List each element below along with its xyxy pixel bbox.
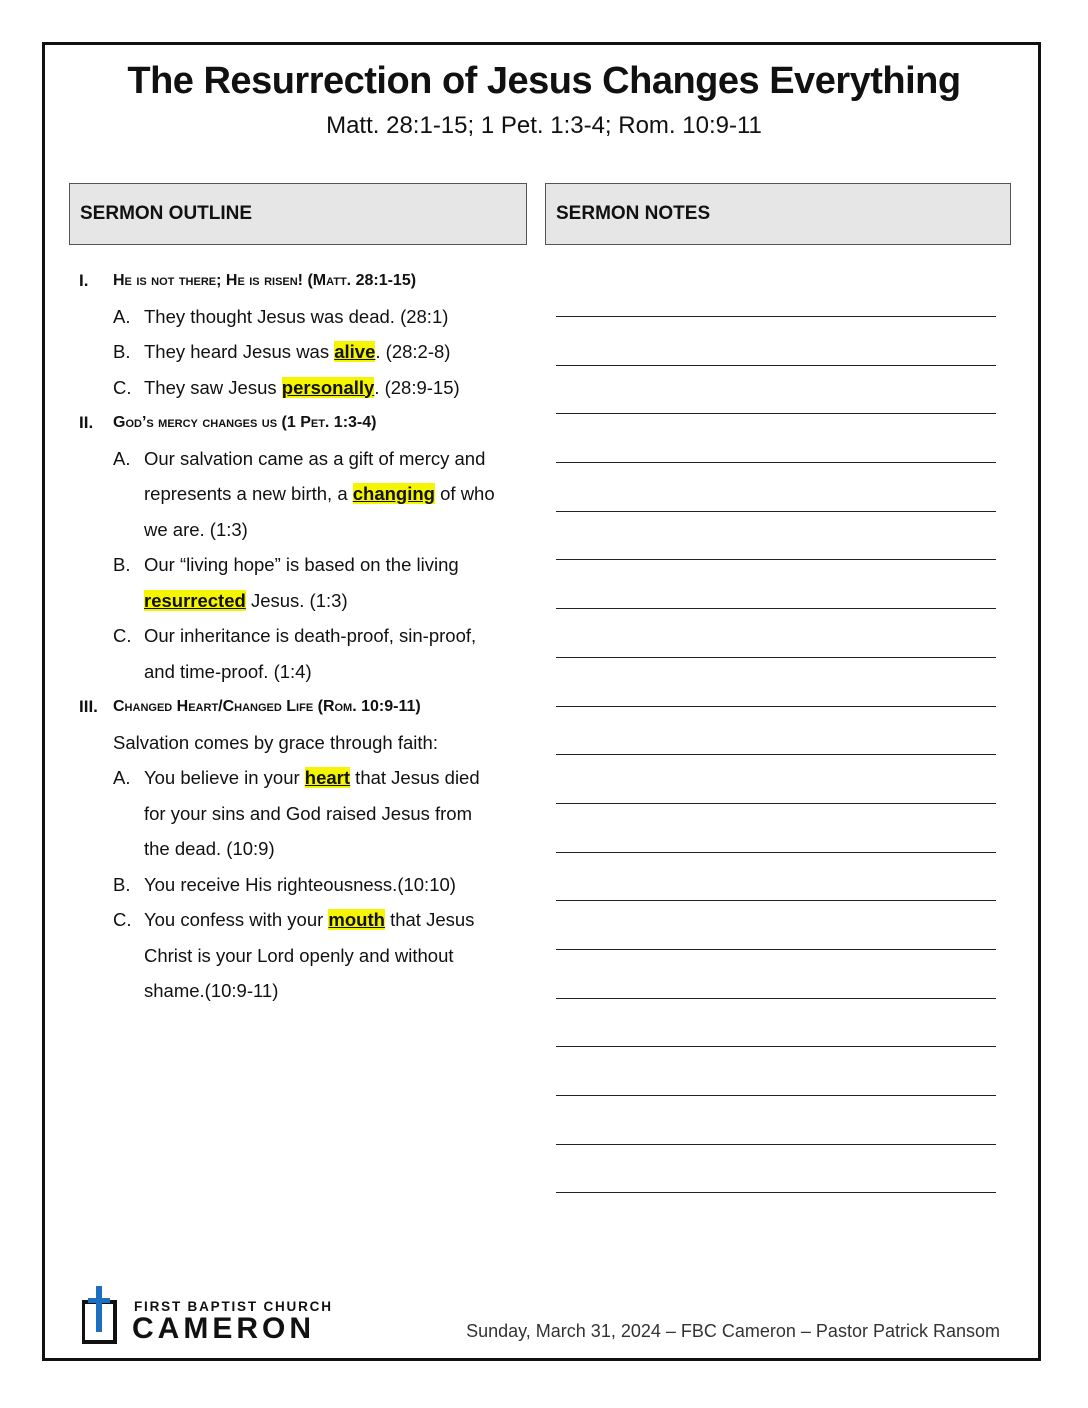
note-writing-line	[556, 559, 996, 608]
note-writing-line	[556, 608, 996, 657]
section-number: III.	[79, 697, 98, 716]
notes-lines-area	[556, 316, 996, 1241]
point-letter: C.	[113, 625, 132, 646]
fill-in-answer: personally	[281, 376, 375, 398]
sermon-outline	[79, 263, 529, 1009]
section-intro: Salvation comes by grace through faith:	[113, 731, 438, 753]
church-name-line2: CAMERON	[132, 1312, 315, 1345]
note-writing-line	[556, 365, 996, 414]
point-text: They thought Jesus was dead. (28:1)	[144, 305, 449, 327]
church-name-line1: FIRST BAPTIST CHURCH	[134, 1299, 333, 1314]
point-text: that Jesus died	[350, 767, 480, 788]
point-letter: A.	[113, 767, 131, 788]
point-text: Christ is your Lord openly and without	[144, 944, 454, 966]
point-text: that Jesus	[384, 909, 475, 930]
cross-icon	[82, 1286, 122, 1344]
fill-in-answer: heart	[304, 767, 351, 788]
point-text: . (28:9-15)	[374, 376, 460, 398]
section-number: II.	[79, 413, 94, 432]
section-heading: God’s mercy changes us (1 Pet. 1:3-4)	[113, 414, 377, 431]
point-letter: C.	[113, 909, 132, 930]
point-text: They heard Jesus was	[144, 341, 335, 362]
church-logo	[82, 1286, 362, 1346]
point-text: Our “living hope” is based on the living	[144, 554, 459, 575]
section-number: I.	[79, 271, 89, 290]
page-title: The Resurrection of Jesus Changes Everything	[127, 60, 961, 102]
point-letter: B.	[113, 341, 131, 362]
point-letter: B.	[113, 554, 131, 575]
note-writing-line	[556, 657, 996, 706]
point-text: You receive His righteousness.(10:10)	[144, 873, 456, 895]
point-text: They saw Jesus	[144, 376, 282, 398]
note-writing-line	[556, 852, 996, 901]
outline-point	[113, 902, 529, 1009]
point-text: and time-proof. (1:4)	[144, 660, 312, 682]
point-text: shame.(10:9-11)	[144, 980, 279, 1001]
point-text: Our salvation came as a gift of mercy and	[144, 447, 486, 469]
fill-in-answer: alive	[334, 341, 376, 362]
outline-point	[113, 760, 529, 867]
point-letter: C.	[113, 376, 132, 398]
fill-in-answer: resurrected	[144, 589, 246, 611]
note-writing-line	[556, 949, 996, 998]
point-text: You confess with your	[144, 909, 329, 930]
point-text: we are. (1:3)	[144, 518, 248, 540]
outline-point	[113, 370, 529, 406]
outline-point	[113, 618, 529, 689]
outline-point	[113, 867, 529, 903]
note-writing-line	[556, 462, 996, 511]
point-letter: A.	[113, 447, 131, 469]
point-text: for your sins and God raised Jesus from	[144, 802, 473, 824]
outline-section-2	[79, 405, 529, 441]
fill-in-answer: changing	[352, 483, 435, 504]
section-heading: Changed Heart/Changed Life (Rom. 10:9-11)	[113, 698, 421, 715]
section-heading: He is not there; He is risen! (Matt. 28:1-15)	[113, 272, 417, 289]
note-writing-line	[556, 803, 996, 852]
note-writing-line	[556, 511, 996, 560]
outline-section-3	[79, 689, 529, 725]
outline-section-1	[79, 263, 529, 299]
note-writing-line	[556, 1192, 996, 1241]
outline-point	[113, 547, 529, 618]
point-text: . (28:2-8)	[375, 341, 451, 362]
note-writing-line	[556, 754, 996, 803]
outline-point	[113, 334, 529, 370]
note-writing-line	[556, 1144, 996, 1193]
note-writing-line	[556, 706, 996, 755]
point-text: of who	[434, 483, 495, 504]
note-writing-line	[556, 413, 996, 462]
point-text: represents a new birth, a	[144, 483, 353, 504]
point-text: Jesus. (1:3)	[245, 589, 348, 611]
footer-info: Sunday, March 31, 2024 – FBC Cameron – Pastor Patrick Ransom	[466, 1321, 1000, 1341]
outline-point	[113, 441, 529, 548]
fill-in-answer: mouth	[328, 909, 385, 930]
note-writing-line	[556, 1095, 996, 1144]
scripture-reference: Matt. 28:1-15; 1 Pet. 1:3-4; Rom. 10:9-11	[326, 112, 762, 139]
point-letter: B.	[113, 873, 131, 895]
note-writing-line	[556, 998, 996, 1047]
note-writing-line	[556, 1046, 996, 1095]
point-text: Our inheritance is death-proof, sin-proof,	[144, 625, 477, 646]
sermon-notes-heading: SERMON NOTES	[545, 183, 1011, 245]
outline-point	[113, 299, 529, 335]
note-writing-line	[556, 900, 996, 949]
note-writing-line	[556, 316, 996, 365]
point-letter: A.	[113, 305, 131, 327]
point-text: the dead. (10:9)	[144, 838, 275, 859]
point-text: You believe in your	[144, 767, 305, 788]
sermon-outline-heading: SERMON OUTLINE	[69, 183, 527, 245]
